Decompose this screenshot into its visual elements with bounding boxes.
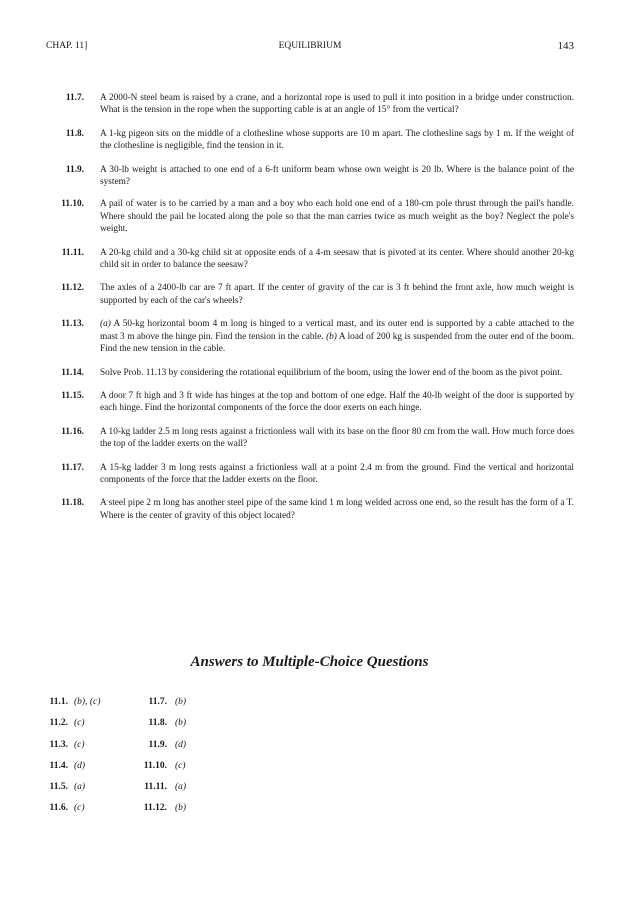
answer-number: 11.4. xyxy=(49,760,68,771)
problem-11-15 xyxy=(46,390,574,415)
answer-choice: (d) xyxy=(74,760,86,771)
answer-row xyxy=(46,761,246,782)
answer-number: 11.2. xyxy=(49,718,68,729)
chapter-label: CHAP. 11] xyxy=(46,41,88,51)
answer-choice: (d) xyxy=(175,739,187,750)
problem-text: A 1-kg pigeon sits on the middle of a clothesline whose supports are 10 m apart. The clothesline sags by 1 m. If the weight of the clothesline is negligible, find the tension in it. xyxy=(100,128,574,152)
problem-number: 11.7. xyxy=(65,93,84,103)
problem-number: 11.10. xyxy=(61,199,84,210)
answer-choice: (c) xyxy=(74,803,85,814)
answer-number: 11.9. xyxy=(148,739,167,750)
part-b-text: A load of 200 kg is suspended from the outer end of the boom. Find the new tension in the cable. xyxy=(100,331,574,355)
answer-row xyxy=(46,740,246,761)
answer-row xyxy=(46,803,246,824)
problem-11-13 xyxy=(46,318,574,355)
problem-11-11 xyxy=(46,247,574,272)
problem-11-17 xyxy=(46,462,574,487)
answer-number: 11.5. xyxy=(49,782,68,793)
problem-number: 11.9. xyxy=(65,164,84,175)
problem-11-16 xyxy=(46,426,574,451)
answer-number: 11.1. xyxy=(49,697,68,707)
part-a-text: A 50-kg horizontal boom 4 m long is hinged to a vertical mast, and its outer end is supported by a cable attached to the mast 3 m above the hinge pin. Find the tension in the cable. xyxy=(100,319,574,342)
answer-choice: (b) xyxy=(175,718,187,729)
answer-choice: (b), (c) xyxy=(74,697,101,707)
problem-number: 11.15. xyxy=(61,390,84,401)
problem-text: The axles of a 2400-lb car are 7 ft apart. If the center of gravity of the car is 3 ft behind the front axle, how much weight is supported by each of the car's wheels? xyxy=(100,283,574,306)
problem-number: 11.13. xyxy=(61,319,84,330)
problem-text: A steel pipe 2 m long has another steel pipe of the same kind 1 m long welded across one end, so the result has the form of a T. Where is the center of gravity of this object located? xyxy=(100,498,574,521)
part-a-label: (a) xyxy=(100,319,111,330)
problem-number: 11.12. xyxy=(61,283,84,294)
problem-11-18 xyxy=(46,497,574,522)
running-title: EQUILIBRIUM xyxy=(278,41,342,51)
answer-choice: (b) xyxy=(175,697,187,707)
answer-number: 11.11. xyxy=(144,782,167,793)
problem-text: A 15-kg ladder 3 m long rests against a frictionless wall at a point 2.4 m from the ground. Find the vertical and horizontal components of the force that the ladder exerts on the floor. xyxy=(100,462,574,485)
page-header xyxy=(46,41,574,55)
answer-row xyxy=(46,718,246,739)
problem-text: A pail of water is to be carried by a man and a boy who each hold one end of a 180-cm pole thrust through the pail's handle. Where should the pail be located along the pole so that the man carries twice as much weight as the boy? Neglect the pole's weight. xyxy=(100,199,574,235)
answer-choice: (c) xyxy=(175,760,186,771)
part-b-label: (b) xyxy=(326,331,337,342)
problem-number: 11.11. xyxy=(61,247,84,258)
problem-list xyxy=(46,92,574,522)
problem-11-14 xyxy=(46,367,574,379)
answers-list xyxy=(46,697,246,825)
answer-number: 11.10. xyxy=(143,760,167,771)
answers-section-title: Answers to Multiple-Choice Questions xyxy=(190,654,429,670)
problem-text: A 2000-N steel beam is raised by a crane, and a horizontal rope is used to pull it into position in a bridge under construction. What is the tension in the rope when the supporting cable is at an angle of 15° from the vertical? xyxy=(100,93,574,116)
answer-row xyxy=(46,782,246,803)
problem-text: A 30-lb weight is attached to one end of a 6-ft uniform beam whose own weight is 20 lb. Where is the balance point of the system? xyxy=(100,164,574,188)
problem-11-12 xyxy=(46,282,574,307)
answer-number: 11.8. xyxy=(148,718,167,729)
problem-number: 11.8. xyxy=(65,128,84,139)
answer-number: 11.6. xyxy=(49,803,68,814)
problem-text xyxy=(100,318,574,355)
answer-choice: (b) xyxy=(175,803,187,814)
problem-number: 11.14. xyxy=(61,367,84,378)
answer-number: 11.7. xyxy=(148,697,167,707)
problem-text: Solve Prob. 11.13 by considering the rotational equilibrium of the boom, using the lower end of the boom as the pivot point. xyxy=(100,367,563,378)
answer-choice: (a) xyxy=(74,782,86,793)
answer-number: 11.12. xyxy=(143,803,167,814)
problem-number: 11.18. xyxy=(61,498,84,509)
problem-text: A door 7 ft high and 3 ft wide has hinges at the top and bottom of one edge. Half the 40-lb weight of the door is supported by each hinge. Find the horizontal components of the force the door exerts on each hinge. xyxy=(100,390,574,414)
problem-text: A 10-kg ladder 2.5 m long rests against a frictionless wall with its base on the floor 80 cm from the wall. How much force does the top of the ladder exerts on the wall? xyxy=(100,426,574,450)
problem-text: A 20-kg child and a 30-kg child sit at opposite ends of a 4-m seesaw that is pivoted at its center. Where should another 20-kg child sit in order to balance the seesaw? xyxy=(100,247,574,271)
answer-choice: (a) xyxy=(175,782,187,793)
answer-row xyxy=(46,697,246,718)
answer-choice: (c) xyxy=(74,739,85,750)
problem-number: 11.17. xyxy=(61,462,84,473)
problem-11-7 xyxy=(46,92,574,117)
page-number: 143 xyxy=(557,40,574,52)
problem-number: 11.16. xyxy=(61,426,84,437)
problem-11-9 xyxy=(46,164,574,189)
answer-choice: (c) xyxy=(74,718,85,729)
answer-number: 11.3. xyxy=(49,739,68,750)
problem-11-8 xyxy=(46,128,574,153)
problem-11-10 xyxy=(46,198,574,235)
